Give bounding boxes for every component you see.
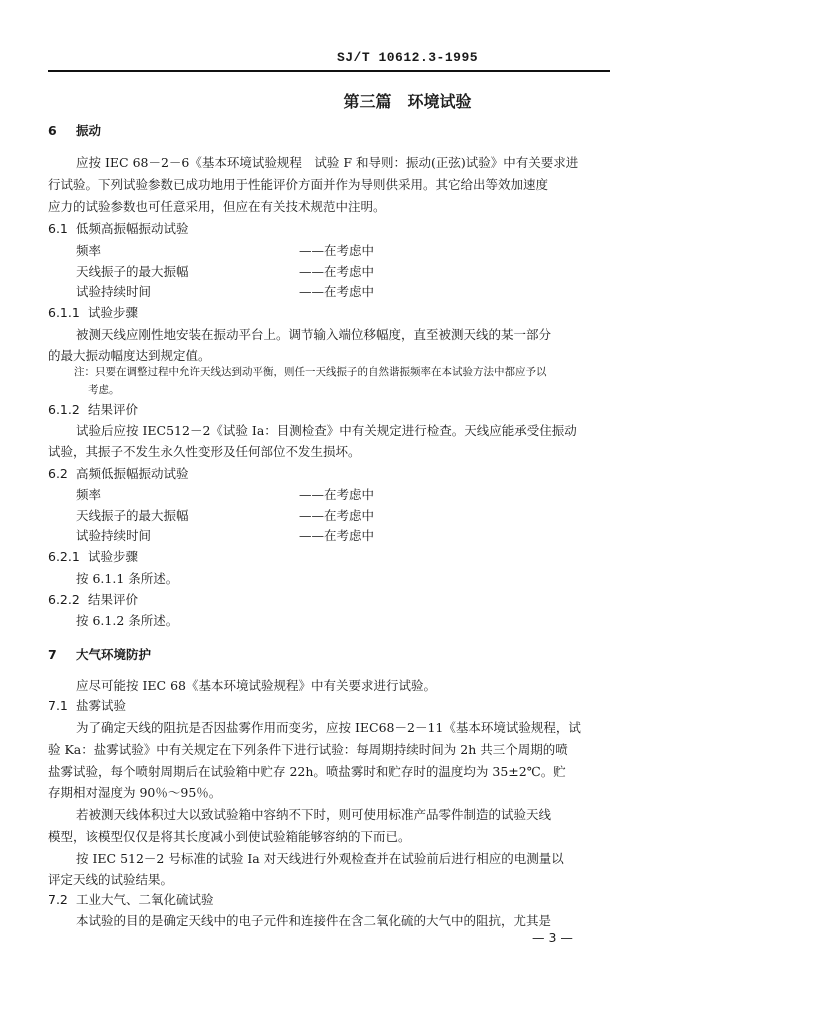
section-6-para-line: 应力的试验参数也可任意采用，但应在有关技术规范中注明。: [48, 199, 386, 214]
param-label: 天线振子的最大振幅: [76, 264, 189, 279]
section-6-para-line: 应按 IEC 68－2－6《基本环境试验规程 试验 F 和导则：振动(正弦)试验》中有关要求进: [76, 155, 579, 170]
section-6-heading: 6 振动: [48, 123, 102, 138]
section-6-2-heading: 6.2 高频低振幅振动试验: [48, 466, 189, 481]
section-7-1-heading: 7.1 盐雾试验: [48, 698, 127, 713]
param-label: 频率: [76, 243, 102, 258]
section-6-para-line: 行试验。下列试验参数已成功地用于性能评价方面并作为导则供采用。其它给出等效加速度: [48, 177, 549, 192]
param-value: ——在考虑中: [299, 284, 375, 299]
param-label: 天线振子的最大振幅: [76, 508, 189, 523]
section-7-heading: 7 大气环境防护: [48, 647, 152, 662]
section-7-1-para-line: 存期相对湿度为 90％～95％。: [48, 785, 222, 800]
section-7-1-para-line: 评定天线的试验结果。: [48, 872, 174, 887]
section-7-2-para-line: 本试验的目的是确定天线中的电子元件和连接件在含二氧化硫的大气中的阻抗，尤其是: [76, 913, 552, 928]
section-6-1-2-heading: 6.1.2 结果评价: [48, 402, 139, 417]
section-6-1-1-heading: 6.1.1 试验步骤: [48, 305, 139, 320]
param-value: ——在考虑中: [299, 243, 375, 258]
header-rule: [48, 70, 610, 72]
section-6-1-2-para-line: 试验，其振子不发生永久性变形及任何部位不发生损坏。: [48, 444, 361, 459]
param-value: ——在考虑中: [299, 508, 375, 523]
section-7-2-heading: 7.2 工业大气、二氧化硫试验: [48, 892, 214, 907]
section-6-2-1-para-line: 按 6.1.1 条所述。: [76, 571, 179, 586]
section-6-1-2-para-line: 试验后应按 IEC512－2《试验 Ia：目测检查》中有关规定进行检查。天线应能承受住振动: [76, 423, 577, 438]
section-6-2-2-heading: 6.2.2 结果评价: [48, 592, 139, 607]
section-6-2-2-para-line: 按 6.1.2 条所述。: [76, 613, 179, 628]
section-7-1-para-line: 若被测天线体积过大以致试验箱中容纳不下时，则可使用标准产品零件制造的试验天线: [76, 807, 552, 822]
param-label: 试验持续时间: [76, 284, 152, 299]
part-title: 第三篇 环境试验: [343, 92, 472, 111]
section-7-1-para-line: 按 IEC 512－2 号标准的试验 Ia 对天线进行外观检查并在试验前后进行相应的电测量以: [76, 851, 564, 866]
param-value: ——在考虑中: [299, 487, 375, 502]
section-7-1-para-line: 盐雾试验，每个喷射周期后在试验箱中贮存 22h。喷盐雾时和贮存时的温度均为 35±2℃。贮: [48, 764, 566, 779]
section-6-1-1-para-line: 的最大振动幅度达到规定值。: [48, 348, 211, 363]
section-7-1-para-line: 模型，该模型仅仅是将其长度减小到使试验箱能够容纳的下而已。: [48, 829, 411, 844]
section-6-1-heading: 6.1 低频高振幅振动试验: [48, 221, 189, 236]
param-value: ——在考虑中: [299, 264, 375, 279]
section-6-1-1-para-line: 被测天线应刚性地安装在振动平台上。调节输入端位移幅度，直至被测天线的某一部分: [76, 327, 552, 342]
page-number: — 3 —: [532, 930, 573, 945]
section-7-para-line: 应尽可能按 IEC 68《基本环境试验规程》中有关要求进行试验。: [76, 678, 436, 693]
section-7-1-para-line: 为了确定天线的阻抗是否因盐雾作用而变劣，应按 IEC68－2－11《基本环境试验规程，试: [76, 720, 581, 735]
section-6-2-1-heading: 6.2.1 试验步骤: [48, 549, 139, 564]
param-label: 频率: [76, 487, 102, 502]
note-line: 注：只要在调整过程中允许天线达到动平衡，则任一天线振子的自然谐振频率在本试验方法中都应予以: [74, 366, 547, 378]
param-label: 试验持续时间: [76, 528, 152, 543]
section-7-1-para-line: 验 Ka：盐雾试验》中有关规定在下列条件下进行试验：每周期持续时间为 2h 共三个周期的喷: [48, 742, 568, 757]
standard-code-header: SJ/T 10612.3-1995: [336, 50, 479, 65]
note-line: 考虑。: [88, 384, 120, 396]
param-value: ——在考虑中: [299, 528, 375, 543]
